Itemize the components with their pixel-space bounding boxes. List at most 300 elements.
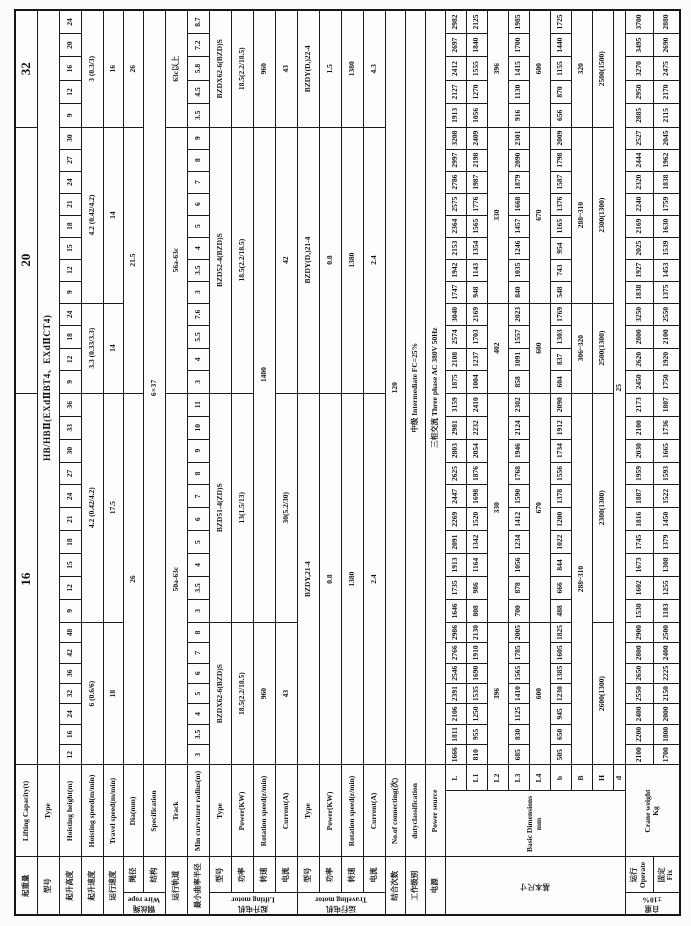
weight-fix-cell: 2690 xyxy=(653,33,680,56)
dim-B-cell: 288~310 xyxy=(571,393,592,765)
dim-L3-cell: 1056 xyxy=(508,554,529,577)
hoisting-height-cell: 27 xyxy=(59,462,81,485)
dim-L-cell: 2766 xyxy=(445,643,466,663)
min-curvature-radius-cell: 5 xyxy=(187,531,209,554)
dim-b-cell: b xyxy=(550,765,571,791)
lift-motor-type-cell: Type xyxy=(209,765,231,857)
dim-L1-cell: 1342 xyxy=(466,531,487,554)
dim-b-cell: 1303 xyxy=(550,326,571,349)
weight-fix-cell: 1630 xyxy=(653,215,680,237)
dim-b-cell: 1769 xyxy=(550,303,571,326)
hoisting-speed-cell: 4.2 (0.42/4.2) xyxy=(81,393,103,622)
lift-motor-speed-cell: 转速 xyxy=(253,857,275,893)
travel-motor-current-cell: 2.4 xyxy=(363,127,385,393)
dim-L3-cell: 2302 xyxy=(508,393,529,416)
dim-b-cell: 1605 xyxy=(550,643,571,663)
hoisting-height-cell: 16 xyxy=(59,724,81,744)
lift-motor-power-cell: 功率 xyxy=(231,857,253,893)
hoisting-speed-cell: 起升速度 xyxy=(81,857,103,915)
weight-operate-cell: 运行 Operate xyxy=(625,857,653,893)
weight-operate-cell: 3700 xyxy=(625,10,653,33)
weight-fix-cell: 1453 xyxy=(653,259,680,281)
weight-operate-cell: 1959 xyxy=(625,462,653,485)
dim-L1-cell: 1910 xyxy=(466,643,487,663)
weight-fix-cell: 1375 xyxy=(653,281,680,303)
weight-operate-cell: 1530 xyxy=(625,599,653,622)
dim-L-cell: 2091 xyxy=(445,531,466,554)
model-type-cell: HB/HBⅡ(EXdⅡBT4、EXdⅡCT4) xyxy=(37,10,59,765)
dim-L-cell: 3208 xyxy=(445,127,466,149)
power-source-cell: Power source xyxy=(425,765,445,857)
dim-b-cell: 1165 xyxy=(550,215,571,237)
dim-L1-cell: 1690 xyxy=(466,663,487,683)
dim-L-cell: 2546 xyxy=(445,663,466,683)
dim-L-cell: L xyxy=(445,765,466,791)
dim-L1-cell: 1776 xyxy=(466,193,487,215)
dim-H-cell: 2600(1300) xyxy=(592,622,613,765)
min-curvature-radius-cell: 3 xyxy=(187,599,209,622)
dim-L-cell: 2803 xyxy=(445,439,466,462)
connecting-cell: 120 xyxy=(385,10,405,765)
dim-H-cell: 2300(1300) xyxy=(592,127,613,303)
weight-operate-cell: 2550 xyxy=(625,683,653,703)
dim-H-cell: 2300(1300) xyxy=(592,393,613,622)
lift-motor-current-cell: 42 xyxy=(275,127,297,393)
dim-L-cell: 2625 xyxy=(445,462,466,485)
dim-L1-cell: 808 xyxy=(466,599,487,622)
hoisting-height-cell: 24 xyxy=(59,10,81,33)
lifting-capacity-cell: Lifting Capacity(t) xyxy=(15,765,37,857)
hoisting-height-cell: Hoisting height(m) xyxy=(59,765,81,857)
dim-L3-cell: 1590 xyxy=(508,485,529,508)
lift-motor-speed-cell: 1400 xyxy=(253,127,275,622)
dim-L-cell: 2982 xyxy=(445,10,466,33)
min-curvature-radius-cell: 3.5 xyxy=(187,724,209,744)
min-curvature-radius-cell: 8 xyxy=(187,149,209,171)
dim-L-cell: 1646 xyxy=(445,599,466,622)
min-curvature-radius-cell: 4 xyxy=(187,704,209,724)
dim-L-cell: 3040 xyxy=(445,303,466,326)
hoisting-height-cell: 30 xyxy=(59,127,81,149)
dim-L3-cell: 1879 xyxy=(508,171,529,193)
lifting-capacity-cell: 16 xyxy=(15,393,37,765)
travel-motor-power-cell: 0.8 xyxy=(319,393,341,765)
hoisting-speed-cell: 3 (0.3/3) xyxy=(81,10,103,127)
lift-motor-type-cell: BZDX62-6(BZD)S xyxy=(209,10,231,127)
min-curvature-radius-cell: 6 xyxy=(187,193,209,215)
dim-L3-cell: 700 xyxy=(508,599,529,622)
travel-motor-current-cell: 4.3 xyxy=(363,10,385,127)
weight-fix-cell: 2880 xyxy=(653,10,680,33)
dim-b-cell: 837 xyxy=(550,348,571,371)
hoisting-height-cell: 9 xyxy=(59,371,81,394)
dim-L1-cell: 2169 xyxy=(466,303,487,326)
weight-fix-cell: 2225 xyxy=(653,663,680,683)
dim-L-cell: 1666 xyxy=(445,745,466,765)
dim-b-cell: 743 xyxy=(550,259,571,281)
weight-operate-cell: 2400 xyxy=(625,704,653,724)
dim-L1-cell: 986 xyxy=(466,576,487,599)
min-curvature-radius-cell: 8 xyxy=(187,462,209,485)
hoisting-height-cell: 21 xyxy=(59,508,81,531)
min-curvature-radius-cell: 9 xyxy=(187,439,209,462)
min-curvature-radius-cell: 3 xyxy=(187,371,209,394)
weight-fix-cell: 2100 xyxy=(653,326,680,349)
travel-motor-speed-cell: 1380 xyxy=(341,127,363,393)
weight-fix-cell: 1593 xyxy=(653,462,680,485)
weight-operate-cell: 2169 xyxy=(625,215,653,237)
track-cell: 56a-63c xyxy=(165,127,187,393)
crane-spec-table xyxy=(14,9,681,916)
weight-fix-cell: 1183 xyxy=(653,599,680,622)
dim-L-cell: 1913 xyxy=(445,104,466,127)
dim-L4-cell: 600 xyxy=(529,303,550,393)
min-curvature-radius-cell: 3.5 xyxy=(187,576,209,599)
hoisting-height-cell: 20 xyxy=(59,33,81,56)
dim-b-cell: 870 xyxy=(550,80,571,103)
lifting-capacity-cell: 起重量 xyxy=(15,857,37,915)
dim-L3-cell: 1668 xyxy=(508,193,529,215)
dim-L1-cell: 1354 xyxy=(466,237,487,259)
dim-L3-cell: 830 xyxy=(508,724,529,744)
hoisting-height-cell: 27 xyxy=(59,149,81,171)
weight-fix-cell: 1920 xyxy=(653,348,680,371)
travel-motor-speed-cell: Rotation speed(r/min) xyxy=(341,765,363,857)
weight-fix-cell: 1379 xyxy=(653,531,680,554)
dim-b-cell: 505 xyxy=(550,745,571,765)
dim-L1-cell: 948 xyxy=(466,281,487,303)
dim-L-cell: 2108 xyxy=(445,348,466,371)
lift-motor-current-cell: 43 xyxy=(275,622,297,765)
travel-motor-type-cell: BZDY(D,)21-4 xyxy=(297,127,319,393)
min-curvature-radius-cell: 8 xyxy=(187,622,209,642)
lift-motor-power-cell: 18.5(2.2/18.5) xyxy=(231,10,253,127)
travel-motor-speed-cell: 1380 xyxy=(341,10,363,127)
dim-L-cell: 2575 xyxy=(445,193,466,215)
dim-L-cell: 1747 xyxy=(445,281,466,303)
weight-operate-cell: 自重 ±10% xyxy=(625,893,680,915)
travel-speed-cell: 14 xyxy=(103,127,123,303)
connecting-cell: 结合次数 xyxy=(385,857,405,915)
track-cell: 50a-63c xyxy=(165,393,187,765)
hoisting-height-cell: 12 xyxy=(59,348,81,371)
duty-class-cell: dutyclassification xyxy=(405,765,425,857)
dim-b-cell: 1022 xyxy=(550,531,571,554)
weight-fix-cell: 2115 xyxy=(653,104,680,127)
dim-L4-cell: 670 xyxy=(529,127,550,303)
travel-motor-current-cell: 2.4 xyxy=(363,393,385,765)
dim-L3-cell: 1091 xyxy=(508,348,529,371)
dim-b-cell: 1200 xyxy=(550,508,571,531)
hoisting-height-cell: 12 xyxy=(59,80,81,103)
weight-operate-cell: 1887 xyxy=(625,485,653,508)
dim-b-cell: 488 xyxy=(550,599,571,622)
hoisting-height-cell: 18 xyxy=(59,326,81,349)
dim-L3-cell: 2023 xyxy=(508,303,529,326)
dim-L3-cell: 1985 xyxy=(508,10,529,33)
dim-b-cell: 1230 xyxy=(550,683,571,703)
rope-dia-cell: 21.5 xyxy=(123,127,143,393)
hoisting-height-cell: 16 xyxy=(59,57,81,80)
min-curvature-radius-cell: Min curvature radius(m) xyxy=(187,765,209,857)
dim-b-cell: 1587 xyxy=(550,171,571,193)
dim-L1-cell: 1555 xyxy=(466,57,487,80)
dim-H-cell: 2500(1500) xyxy=(592,10,613,127)
dim-L1-cell: 1876 xyxy=(466,462,487,485)
dim-L-cell: 2106 xyxy=(445,704,466,724)
hoisting-height-cell: 18 xyxy=(59,531,81,554)
travel-speed-cell: 16 xyxy=(103,10,123,127)
dim-L3-cell: 1768 xyxy=(508,462,529,485)
lift-motor-power-cell: 18.5(2.2/18.5) xyxy=(231,127,253,393)
hoisting-height-cell: 36 xyxy=(59,663,81,683)
dim-d-cell: d xyxy=(613,765,625,791)
min-curvature-radius-cell: 9 xyxy=(187,127,209,149)
power-source-cell: 三相交流 Three phase AC 380V 50Hz xyxy=(425,10,445,765)
hoisting-height-cell: 12 xyxy=(59,576,81,599)
dim-L-cell: 2574 xyxy=(445,326,466,349)
min-curvature-radius-cell: 11 xyxy=(187,393,209,416)
hoisting-height-cell: 42 xyxy=(59,643,81,663)
dim-L3-cell: 1557 xyxy=(508,326,529,349)
dim-L3-cell: 2005 xyxy=(508,622,529,642)
dim-L2-cell: L2 xyxy=(487,765,508,791)
min-curvature-radius-cell: 7 xyxy=(187,485,209,508)
model-type-cell: 型号 xyxy=(37,857,59,915)
dim-L3-cell: 840 xyxy=(508,281,529,303)
dim-L-cell: 2127 xyxy=(445,80,466,103)
dim-L4-cell: L4 xyxy=(529,765,550,791)
hoisting-height-cell: 21 xyxy=(59,193,81,215)
dim-L1-cell: 1520 xyxy=(466,508,487,531)
hoisting-height-cell: 12 xyxy=(59,745,81,765)
hoisting-height-cell: 15 xyxy=(59,237,81,259)
dim-L-cell: 1811 xyxy=(445,724,466,744)
min-curvature-radius-cell: 最小曲率半径 xyxy=(187,857,209,915)
dim-L2-cell: 402 xyxy=(487,303,508,393)
min-curvature-radius-cell: 3.5 xyxy=(187,259,209,281)
dim-L-cell: 2391 xyxy=(445,683,466,703)
lift-motor-type-cell: BZD51-4(ZD)S xyxy=(209,393,231,622)
lift-motor-type-cell: BZD52-4(BZD)S xyxy=(209,127,231,393)
dim-L2-cell: 396 xyxy=(487,622,508,765)
hoisting-height-cell: 48 xyxy=(59,622,81,642)
dim-L3-cell: 1234 xyxy=(508,531,529,554)
lift-motor-current-cell: Current(A) xyxy=(275,765,297,857)
min-curvature-radius-cell: 5 xyxy=(187,683,209,703)
travel-motor-power-cell: Power(KW) xyxy=(319,765,341,857)
weight-operate-cell: 2320 xyxy=(625,171,653,193)
dim-b-cell: 1725 xyxy=(550,10,571,33)
dim-L-cell: 1913 xyxy=(445,554,466,577)
dim-L1-cell: 2054 xyxy=(466,439,487,462)
weight-operate-cell: 2030 xyxy=(625,439,653,462)
dim-L1-cell: 2410 xyxy=(466,393,487,416)
rope-spec-cell: 结构 xyxy=(143,857,165,893)
dim-L1-cell: 2409 xyxy=(466,127,487,149)
weight-fix-cell: 2400 xyxy=(653,643,680,663)
dim-L3-cell: 1412 xyxy=(508,508,529,531)
min-curvature-radius-cell: 5.8 xyxy=(187,57,209,80)
model-type-cell: Type xyxy=(37,765,59,857)
dim-L-cell: Basic Dimensions mm xyxy=(445,791,625,857)
dim-L3-cell: 1410 xyxy=(508,683,529,703)
dim-L-cell: 基本尺寸 xyxy=(445,857,625,915)
dim-B-cell: 320 xyxy=(571,10,592,127)
weight-fix-cell: 1800 xyxy=(653,724,680,744)
rope-spec-cell: Specification xyxy=(143,765,165,857)
dim-b-cell: 954 xyxy=(550,237,571,259)
hoisting-height-cell: 18 xyxy=(59,215,81,237)
travel-speed-cell: 18 xyxy=(103,622,123,765)
duty-class-cell: 中级 Intermediate FC=25% xyxy=(405,10,425,765)
dim-L1-cell: 1164 xyxy=(466,554,487,577)
hoisting-height-cell: 9 xyxy=(59,599,81,622)
dim-L1-cell: 2198 xyxy=(466,149,487,171)
min-curvature-radius-cell: 3 xyxy=(187,281,209,303)
lift-motor-speed-cell: 960 xyxy=(253,622,275,765)
dim-L3-cell: 1457 xyxy=(508,215,529,237)
lift-motor-type-cell: 型号 xyxy=(209,857,231,893)
min-curvature-radius-cell: 6 xyxy=(187,663,209,683)
hoisting-height-cell: 9 xyxy=(59,281,81,303)
dim-b-cell: 945 xyxy=(550,704,571,724)
weight-operate-cell: 2800 xyxy=(625,643,653,663)
lift-motor-current-cell: 30(5.2/30) xyxy=(275,393,297,622)
weight-fix-cell: 1807 xyxy=(653,393,680,416)
dim-L1-cell: 1698 xyxy=(466,485,487,508)
weight-fix-cell: 1450 xyxy=(653,508,680,531)
weight-fix-cell: 1700 xyxy=(653,745,680,765)
min-curvature-radius-cell: 6 xyxy=(187,508,209,531)
min-curvature-radius-cell: 7.2 xyxy=(187,33,209,56)
dim-b-cell: 1798 xyxy=(550,149,571,171)
track-cell: 运行轨道 xyxy=(165,857,187,915)
lift-motor-speed-cell: 960 xyxy=(253,10,275,127)
travel-motor-speed-cell: 转速 xyxy=(341,857,363,893)
weight-operate-cell: 2900 xyxy=(625,622,653,642)
hoisting-speed-cell: Hoisting speed(m/min) xyxy=(81,765,103,857)
min-curvature-radius-cell: 7.6 xyxy=(187,303,209,326)
dim-b-cell: 844 xyxy=(550,554,571,577)
dim-b-cell: 1385 xyxy=(550,663,571,683)
weight-fix-cell: 2170 xyxy=(653,80,680,103)
dim-L-cell: 2269 xyxy=(445,508,466,531)
dim-L3-cell: 1565 xyxy=(508,663,529,683)
rope-dia-cell: 26 xyxy=(123,393,143,765)
weight-fix-cell: 1308 xyxy=(653,554,680,577)
dim-L1-cell: 2130 xyxy=(466,622,487,642)
weight-operate-cell: 2240 xyxy=(625,193,653,215)
dim-L-cell: 2447 xyxy=(445,485,466,508)
dim-H-cell: H xyxy=(592,765,613,791)
weight-fix-cell: 1539 xyxy=(653,237,680,259)
dim-b-cell: 1376 xyxy=(550,193,571,215)
weight-operate-cell: 2444 xyxy=(625,149,653,171)
weight-operate-cell: 2800 xyxy=(625,326,653,349)
dim-L3-cell: 1700 xyxy=(508,33,529,56)
weight-fix-cell: 2045 xyxy=(653,127,680,149)
weight-operate-cell: 3495 xyxy=(625,33,653,56)
dim-L3-cell: 2301 xyxy=(508,127,529,149)
dim-d-cell: 25 xyxy=(613,10,625,765)
dim-L1-cell: 1535 xyxy=(466,683,487,703)
lift-motor-type-cell: BZDX62-6(BZD)S xyxy=(209,622,231,765)
weight-operate-cell: 2173 xyxy=(625,393,653,416)
hoisting-height-cell: 33 xyxy=(59,416,81,439)
min-curvature-radius-cell: 5.5 xyxy=(187,326,209,349)
travel-motor-power-cell: 功率 xyxy=(319,857,341,893)
power-source-cell: 电源 xyxy=(425,857,445,915)
dim-L-cell: 1942 xyxy=(445,259,466,281)
weight-operate-cell: 3250 xyxy=(625,303,653,326)
travel-motor-speed-cell: 1380 xyxy=(341,393,363,765)
min-curvature-radius-cell: 4.5 xyxy=(187,80,209,103)
travel-motor-power-cell: 0.8 xyxy=(319,127,341,393)
duty-class-cell: 工作级别 xyxy=(405,857,425,915)
weight-fix-cell: 2500 xyxy=(653,622,680,642)
dim-L1-cell: 1987 xyxy=(466,171,487,193)
hoisting-height-cell: 24 xyxy=(59,303,81,326)
weight-fix-cell: 2475 xyxy=(653,57,680,80)
weight-operate-cell: 2100 xyxy=(625,416,653,439)
track-cell: Track xyxy=(165,765,187,857)
weight-operate-cell: 2100 xyxy=(625,745,653,765)
weight-operate-cell: 2200 xyxy=(625,724,653,744)
travel-speed-cell: 运行速度 xyxy=(103,857,123,915)
travel-motor-type-cell: BZDY(D,)22-4 xyxy=(297,10,319,127)
weight-operate-cell: 2527 xyxy=(625,127,653,149)
rope-dia-cell: 钢丝绳 Wire rope xyxy=(123,893,165,915)
dim-L3-cell: 1415 xyxy=(508,57,529,80)
hoisting-speed-cell: 6 (0.6/6) xyxy=(81,622,103,765)
dim-L3-cell: 2090 xyxy=(508,149,529,171)
dim-L-cell: 1735 xyxy=(445,576,466,599)
weight-operate-cell: 1673 xyxy=(625,554,653,577)
weight-operate-cell: 2950 xyxy=(625,80,653,103)
dim-L1-cell: 1565 xyxy=(466,215,487,237)
hoisting-speed-cell: 4.2 (0.42/4.2) xyxy=(81,127,103,303)
connecting-cell: No.of connecting(次) xyxy=(385,765,405,857)
travel-speed-cell: Travel speed(m/min) xyxy=(103,765,123,857)
rope-dia-cell: 26 xyxy=(123,10,143,127)
dim-L3-cell: 1125 xyxy=(508,704,529,724)
dim-B-cell: 306~320 xyxy=(571,303,592,393)
dim-L1-cell: 1143 xyxy=(466,259,487,281)
weight-fix-cell: 1962 xyxy=(653,149,680,171)
dim-L4-cell: 600 xyxy=(529,622,550,765)
dim-L3-cell: 916 xyxy=(508,104,529,127)
dim-L4-cell: 670 xyxy=(529,393,550,622)
dim-b-cell: 1556 xyxy=(550,462,571,485)
dim-b-cell: 1378 xyxy=(550,485,571,508)
dim-L2-cell: 330 xyxy=(487,127,508,303)
travel-motor-type-cell: BZDY,21-4 xyxy=(297,393,319,765)
weight-operate-cell: 2885 xyxy=(625,104,653,127)
dim-b-cell: 666 xyxy=(550,576,571,599)
dim-L2-cell: 396 xyxy=(487,10,508,127)
travel-motor-type-cell: 运行电机 Traveling motor xyxy=(297,893,385,915)
dim-L-cell: 2997 xyxy=(445,149,466,171)
dim-L3-cell: 1130 xyxy=(508,80,529,103)
dim-L3-cell: 685 xyxy=(508,745,529,765)
dim-L3-cell: 1946 xyxy=(508,439,529,462)
dim-L1-cell: 810 xyxy=(466,745,487,765)
lift-motor-type-cell: 起升电机 Lifting motor xyxy=(209,893,297,915)
dim-b-cell: 1912 xyxy=(550,416,571,439)
min-curvature-radius-cell: 7 xyxy=(187,171,209,193)
lift-motor-current-cell: 43 xyxy=(275,10,297,127)
